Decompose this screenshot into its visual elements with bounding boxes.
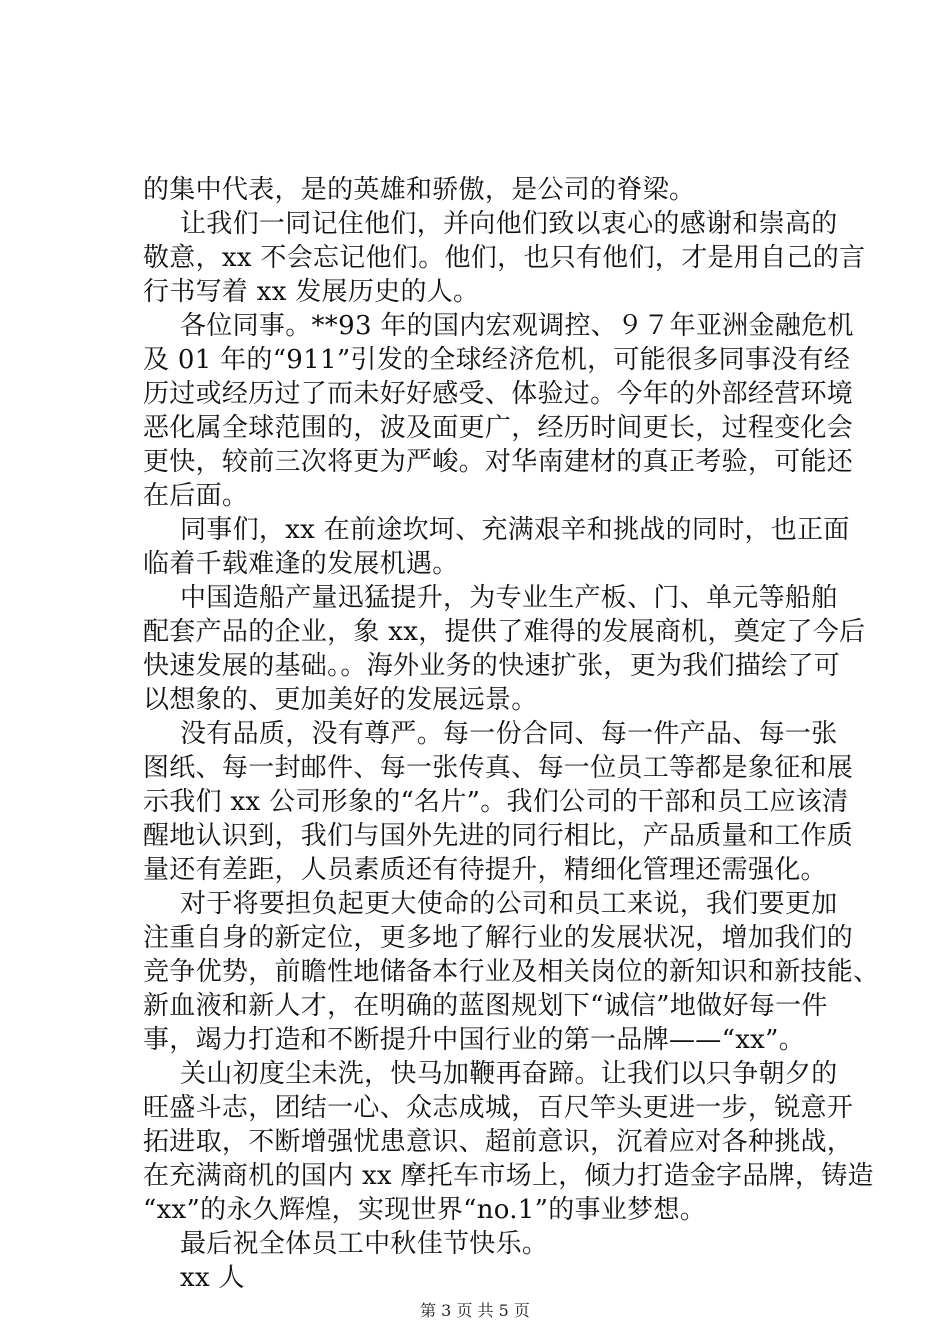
page-footer: 第 3 页 共 5 页 <box>420 1301 530 1320</box>
text-line: 更快，较前三次将更为严峻。对华南建材的真正考验，可能还 <box>143 447 854 477</box>
text-line: 同事们，xx 在前途坎坷、充满艰辛和挑战的同时，也正面 <box>180 515 850 545</box>
text-line: 旺盛斗志，团结一心、众志成城，百尺竿头更进一步，锐意开 <box>143 1093 854 1123</box>
text-line: 注重自身的新定位，更多地了解行业的发展状况，增加我们的 <box>143 923 854 953</box>
text-line: 关山初度尘未洗，快马加鞭再奋蹄。让我们以只争朝夕的 <box>180 1059 838 1089</box>
text-line: 在充满商机的国内 xx 摩托车市场上，倾力打造金字品牌，铸造 <box>143 1161 874 1191</box>
text-line: 历过或经历过了而未好好感受、体验过。今年的外部经营环境 <box>143 379 854 409</box>
text-line: 恶化属全球范围的，波及面更广，经历时间更长，过程变化会 <box>143 413 854 443</box>
text-line: 新血液和新人才，在明确的蓝图规划下“诚信”地做好每一件 <box>143 991 828 1021</box>
text-line: 没有品质，没有尊严。每一份合同、每一件产品、每一张 <box>180 719 838 749</box>
text-line: 图纸、每一封邮件、每一张传真、每一位员工等都是象征和展 <box>143 753 854 783</box>
text-line: 中国造船产量迅猛提升，为专业生产板、门、单元等船舶 <box>180 583 838 613</box>
text-line: 量还有差距，人员素质还有待提升，精细化管理还需强化。 <box>143 855 827 885</box>
text-line: 拓进取，不断增强忧患意识、超前意识，沉着应对各种挑战， <box>143 1127 854 1157</box>
text-line: 各位同事。**93 年的国内宏观调控、９７年亚洲金融危机 <box>180 311 854 341</box>
text-line: 快速发展的基础。。海外业务的快速扩张，更为我们描绘了可 <box>143 651 841 681</box>
text-line: 让我们一同记住他们，并向他们致以衷心的感谢和崇高的 <box>180 209 838 239</box>
text-line: 醒地认识到，我们与国外先进的同行相比，产品质量和工作质 <box>143 821 854 851</box>
text-line: 最后祝全体员工中秋佳节快乐。 <box>180 1229 549 1259</box>
text-line: 的集中代表，是的英雄和骄傲，是公司的脊梁。 <box>143 175 696 205</box>
text-line: “xx”的永久辉煌，实现世界“no.1”的事业梦想。 <box>143 1195 707 1225</box>
text-line: 临着千载难逢的发展机遇。 <box>143 549 459 579</box>
text-line: 示我们 xx 公司形象的“名片”。我们公司的干部和员工应该清 <box>143 787 849 817</box>
text-line: 事，竭力打造和不断提升中国行业的第一品牌——“xx”。 <box>143 1025 806 1055</box>
text-line: 在后面。 <box>143 481 249 511</box>
text-line: 行书写着 xx 发展历史的人。 <box>143 277 480 307</box>
text-line: 以想象的、更加美好的发展远景。 <box>143 685 538 715</box>
text-line: 竞争优势，前瞻性地储备本行业及相关岗位的新知识和新技能、 <box>143 957 880 987</box>
text-line: 敬意，xx 不会忘记他们。他们，也只有他们，才是用自己的言 <box>143 243 866 273</box>
text-line: 对于将要担负起更大使命的公司和员工来说，我们要更加 <box>180 889 838 919</box>
text-line: 及 01 年的“911”引发的全球经济危机，可能很多同事没有经 <box>143 345 851 375</box>
signature-line: xx 人 <box>180 1263 245 1293</box>
text-line: 配套产品的企业，象 xx，提供了难得的发展商机，奠定了今后 <box>143 617 866 647</box>
